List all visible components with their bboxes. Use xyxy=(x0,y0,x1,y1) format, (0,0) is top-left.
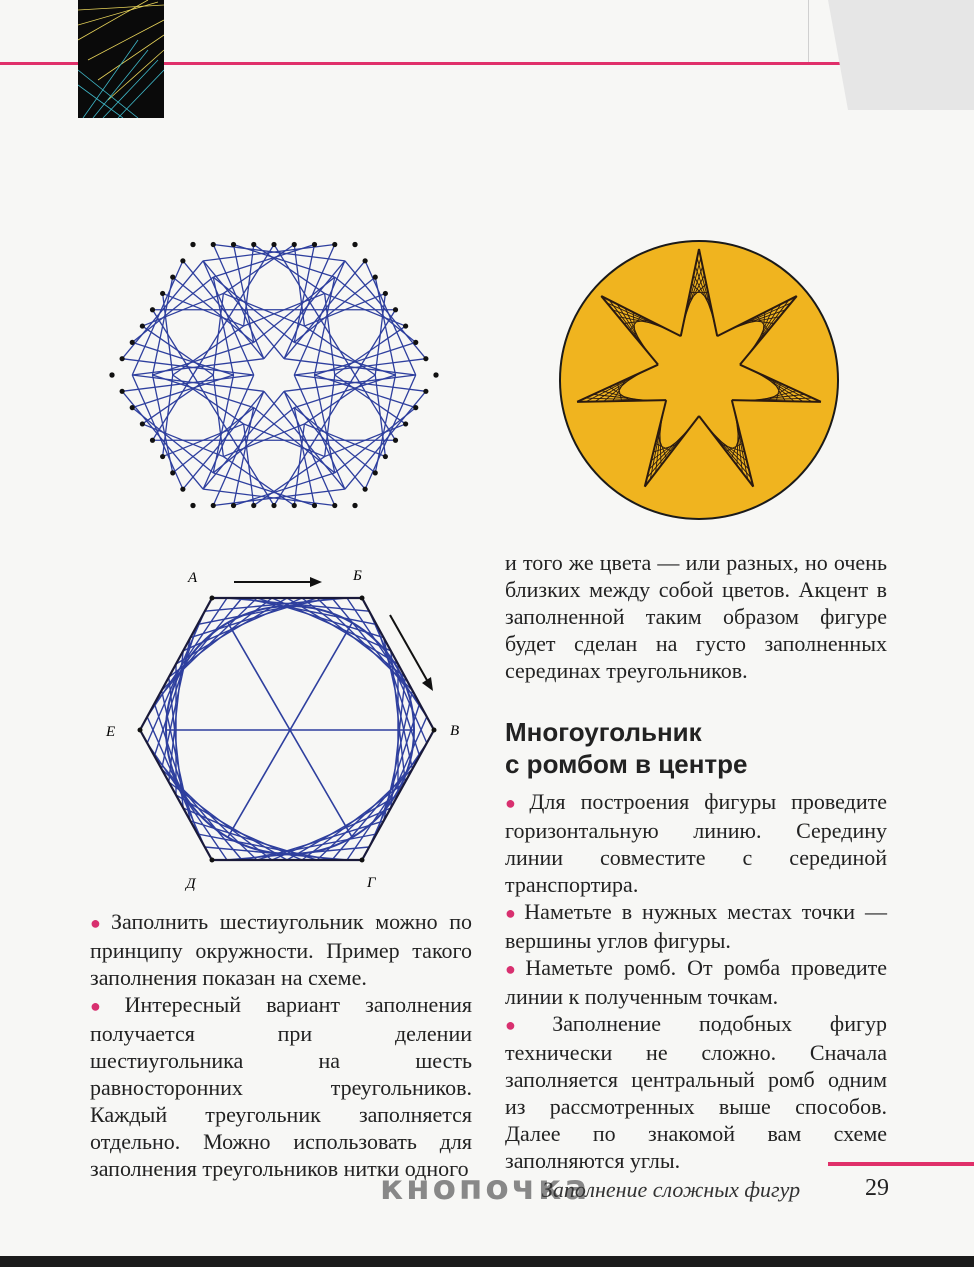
hexagon-circle-fill-diagram xyxy=(100,560,480,900)
hexagon-triangles-diagram xyxy=(108,225,440,525)
heading-line-2: с ромбом в центре xyxy=(505,749,748,779)
bottom-rule xyxy=(828,1162,974,1166)
vertex-label-a: А xyxy=(188,570,198,586)
bullet-icon: ● xyxy=(505,903,521,923)
vertex-label-e: Е xyxy=(106,724,116,740)
corner-right-shadow xyxy=(808,0,974,110)
right-bullet-4: ● Заполнение подобных фигур технически не сложно. Сначала заполняется центральный ромб одним из рассмотренных выше способов. Далее по знакомой вам схеме заполняются углы. xyxy=(505,1011,887,1173)
left-column xyxy=(90,908,472,1182)
left-bullet-2: ● Интересный вариант заполнения получается при делении шестиугольника на шесть равносторонних треугольников. Каждый треугольник заполняется отдельно. Можно использовать для заполнения треугольников нитки одного xyxy=(90,992,472,1181)
vertex-label-b: Б xyxy=(353,568,362,584)
bullet-icon: ● xyxy=(505,959,522,979)
yellow-star-circle-image xyxy=(558,239,840,521)
right-bullet-3: ● Наметьте ромб. От ромба проведите линии к полученным точкам. xyxy=(505,955,887,1009)
left-bullet-1: ● Заполнить шестиугольник можно по принципу окружности. Пример такого заполнения показан на схеме. xyxy=(90,909,472,990)
vertex-label-d: Д xyxy=(186,876,196,892)
section-heading xyxy=(505,716,887,780)
page-number: 29 xyxy=(865,1175,889,1201)
bullet-icon: ● xyxy=(90,913,107,933)
vertex-label-g: Г xyxy=(367,875,376,891)
right-bullet-2: ● Наметьте в нужных местах точки — вершины углов фигуры. xyxy=(505,899,887,953)
footer-section-title: Заполнение сложных фигур xyxy=(542,1177,801,1202)
vertex-label-v: В xyxy=(450,723,460,739)
right-column xyxy=(505,549,887,1174)
bullet-icon: ● xyxy=(505,793,526,813)
right-bullet-1: ● Для построения фигуры проведите горизонтальную линию. Середину линии совместите с серединой транспортира. xyxy=(505,789,887,897)
bottom-strip xyxy=(0,1256,974,1267)
watermark: кнопочка xyxy=(380,1168,591,1208)
heading-line-1: Многоугольник xyxy=(505,717,702,747)
corner-string-art xyxy=(78,0,164,118)
bullet-icon: ● xyxy=(505,1015,549,1035)
bullet-icon: ● xyxy=(90,996,121,1016)
right-intro-paragraph: и того же цвета — или разных, но очень близких между собой цветов. Акцент в заполненной таким образом фигуре будет сделан на густо заполненных серединах треугольников. xyxy=(505,550,887,683)
